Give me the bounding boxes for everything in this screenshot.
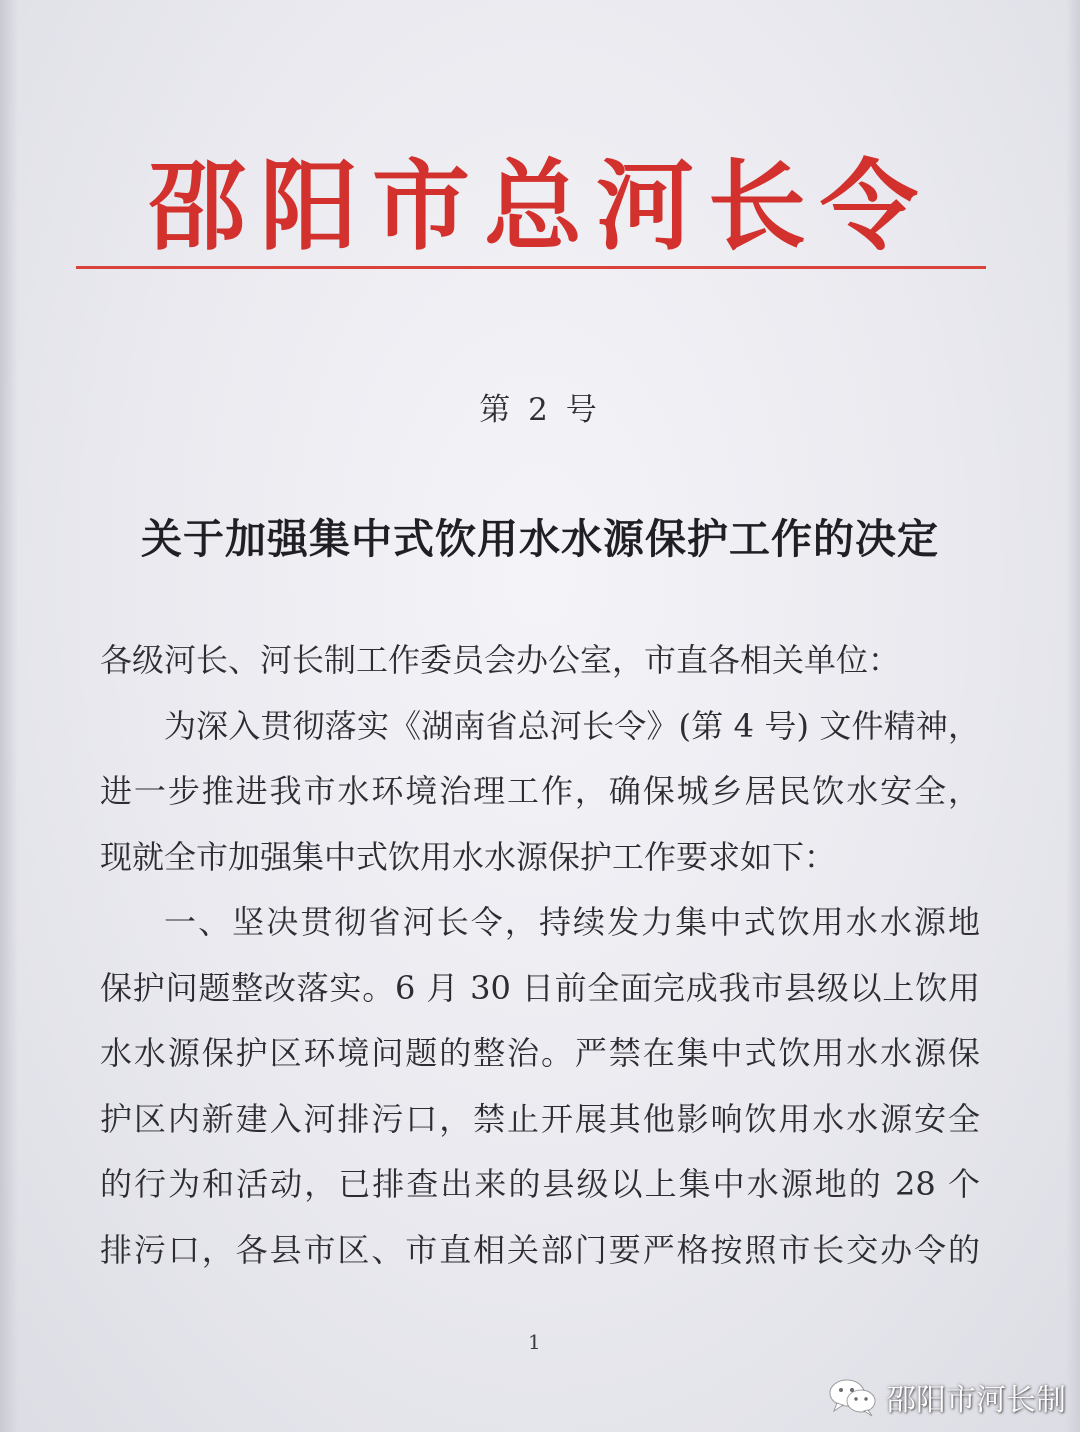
body-line: 保护问题整改落实。6 月 30 日前全面完成我市县级以上饮用 (100, 968, 980, 1007)
body-line: 护区内新建入河排污口，禁止开展其他影响饮用水水源安全 (100, 1099, 980, 1138)
document-title: 关于加强集中式饮用水水源保护工作的决定 (141, 515, 939, 563)
body-line: 现就全市加强集中式饮用水水源保护工作要求如下： (100, 837, 837, 876)
document-body (100, 628, 980, 1283)
body-line: 为深入贯彻落实《湖南省总河长令》(第 4 号) 文件精神， (164, 706, 980, 745)
wechat-account-watermark (828, 1374, 1066, 1420)
wechat-account-name: 邵阳市河长制 (886, 1383, 1066, 1418)
page-number: 1 (528, 1330, 541, 1354)
body-line: 水水源保护区环境问题的整治。严禁在集中式饮用水水源保 (100, 1034, 980, 1072)
document-masthead: 邵阳市总河长令 (147, 149, 932, 264)
body-line: 一、坚决贯彻省河长令，持续发力集中式饮用水水源地 (164, 903, 980, 941)
body-line: 进一步推进我市水环境治理工作，确保城乡居民饮水安全， (100, 772, 980, 810)
body-line: 排污口，各县市区、市直相关部门要严格按照市长交办令的 (100, 1230, 980, 1269)
body-line: 的行为和活动，已排查出来的县级以上集中水源地的 28 个 (100, 1165, 980, 1203)
wechat-icon (828, 1377, 878, 1417)
masthead-red-rule (76, 266, 986, 269)
document-number: 第 2 号 (479, 392, 601, 428)
salutation-line: 各级河长、河长制工作委员会办公室，市直各相关单位： (100, 641, 901, 679)
